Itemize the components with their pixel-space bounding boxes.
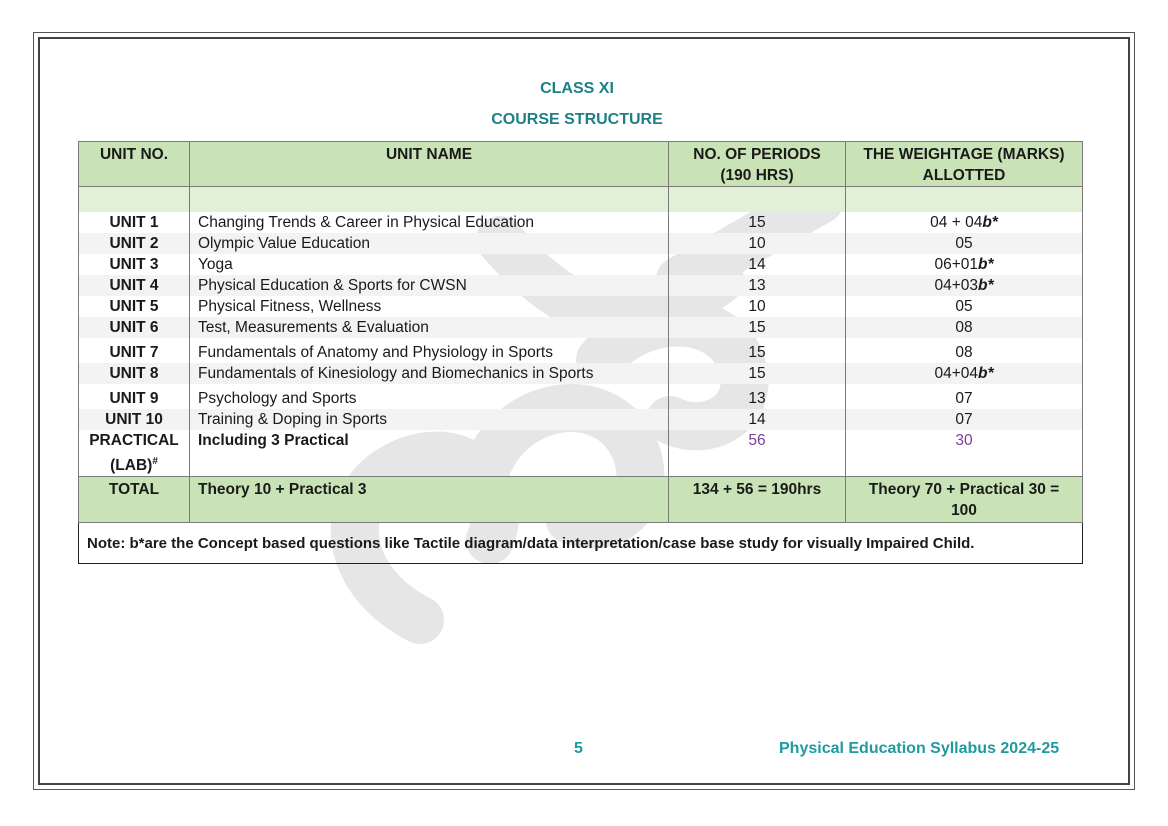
column-header-unit-no: UNIT NO. [79, 142, 190, 187]
total-periods: 134 + 56 = 190hrs [669, 477, 846, 523]
unit-marks [846, 275, 1083, 296]
unit-periods: 10 [669, 296, 846, 317]
class-title: CLASS XI [540, 80, 614, 97]
unit-name: Psychology and Sports [190, 384, 669, 409]
unit-name: Test, Measurements & Evaluation [190, 317, 669, 338]
total-marks: Theory 70 + Practical 30 = 100 [846, 477, 1083, 523]
practical-periods: 56 [669, 430, 846, 477]
unit-marks [846, 363, 1083, 384]
table-row [79, 275, 1083, 296]
table-spacer-row [79, 187, 1083, 213]
column-header-unit-name: UNIT NAME [190, 142, 669, 187]
column-header-periods: NO. OF PERIODS (190 HRS) [669, 142, 846, 187]
practical-row [79, 430, 1083, 477]
unit-name: Olympic Value Education [190, 233, 669, 254]
marks-value: 05 [955, 235, 973, 252]
unit-name: Fundamentals of Anatomy and Physiology in Sports [190, 338, 669, 363]
page-number: 5 [574, 740, 583, 757]
unit-periods: 14 [669, 254, 846, 275]
unit-marks [846, 384, 1083, 409]
table-row [79, 233, 1083, 254]
table-row [79, 384, 1083, 409]
total-label: TOTAL [79, 477, 190, 523]
unit-no: UNIT 2 [79, 233, 190, 254]
course-structure-title: COURSE STRUCTURE [491, 111, 663, 128]
unit-no: UNIT 6 [79, 317, 190, 338]
unit-no: UNIT 3 [79, 254, 190, 275]
unit-marks [846, 338, 1083, 363]
marks-value: 07 [955, 390, 973, 407]
marks-suffix: b* [978, 256, 994, 273]
unit-periods: 10 [669, 233, 846, 254]
unit-no: UNIT 4 [79, 275, 190, 296]
unit-no: UNIT 5 [79, 296, 190, 317]
practical-name: Including 3 Practical [190, 430, 669, 477]
unit-marks [846, 317, 1083, 338]
unit-no: UNIT 1 [79, 212, 190, 233]
marks-value: 06+01 [934, 256, 979, 273]
table-row [79, 212, 1083, 233]
unit-marks [846, 296, 1083, 317]
unit-name: Training & Doping in Sports [190, 409, 669, 430]
unit-periods: 15 [669, 338, 846, 363]
footer-title: Physical Education Syllabus 2024-25 [779, 740, 1060, 757]
marks-value: 08 [955, 344, 973, 361]
table-header-row [79, 142, 1083, 187]
unit-name: Physical Fitness, Wellness [190, 296, 669, 317]
marks-value: 04 + 04 [930, 214, 983, 231]
marks-suffix: b* [982, 214, 998, 231]
unit-marks [846, 233, 1083, 254]
unit-name: Yoga [190, 254, 669, 275]
practical-unit [79, 430, 190, 477]
practical-unit-label: PRACTICAL (LAB) [89, 432, 179, 475]
unit-periods: 14 [669, 409, 846, 430]
marks-suffix: b* [978, 277, 994, 294]
unit-periods: 15 [669, 317, 846, 338]
unit-name: Physical Education & Sports for CWSN [190, 275, 669, 296]
unit-periods: 13 [669, 384, 846, 409]
practical-marks: 30 [846, 430, 1083, 477]
unit-periods: 15 [669, 363, 846, 384]
unit-periods: 15 [669, 212, 846, 233]
column-header-weightage: THE WEIGHTAGE (MARKS) ALLOTTED [846, 142, 1083, 187]
course-structure-table [78, 141, 1083, 564]
unit-marks [846, 254, 1083, 275]
table-row [79, 409, 1083, 430]
unit-name: Fundamentals of Kinesiology and Biomechanics in Sports [190, 363, 669, 384]
marks-value: 08 [955, 319, 973, 336]
table-row [79, 296, 1083, 317]
marks-value: 04+03 [934, 277, 979, 294]
table-row [79, 338, 1083, 363]
unit-no: UNIT 9 [79, 384, 190, 409]
unit-marks [846, 409, 1083, 430]
marks-value: 07 [955, 411, 973, 428]
total-row [79, 477, 1083, 523]
unit-no: UNIT 10 [79, 409, 190, 430]
marks-value: 04+04 [934, 365, 979, 382]
practical-unit-sup: # [152, 456, 158, 467]
table-row [79, 254, 1083, 275]
unit-name: Changing Trends & Career in Physical Education [190, 212, 669, 233]
table-row [79, 363, 1083, 384]
unit-no: UNIT 7 [79, 338, 190, 363]
marks-value: 05 [955, 298, 973, 315]
note-text: Note: b*are the Concept based questions like Tactile diagram/data interpretation/case base study for visually Impaired Child. [79, 523, 1083, 564]
note-row [79, 523, 1083, 564]
unit-periods: 13 [669, 275, 846, 296]
marks-suffix: b* [978, 365, 994, 382]
unit-marks [846, 212, 1083, 233]
table-row [79, 317, 1083, 338]
unit-no: UNIT 8 [79, 363, 190, 384]
total-name: Theory 10 + Practical 3 [190, 477, 669, 523]
